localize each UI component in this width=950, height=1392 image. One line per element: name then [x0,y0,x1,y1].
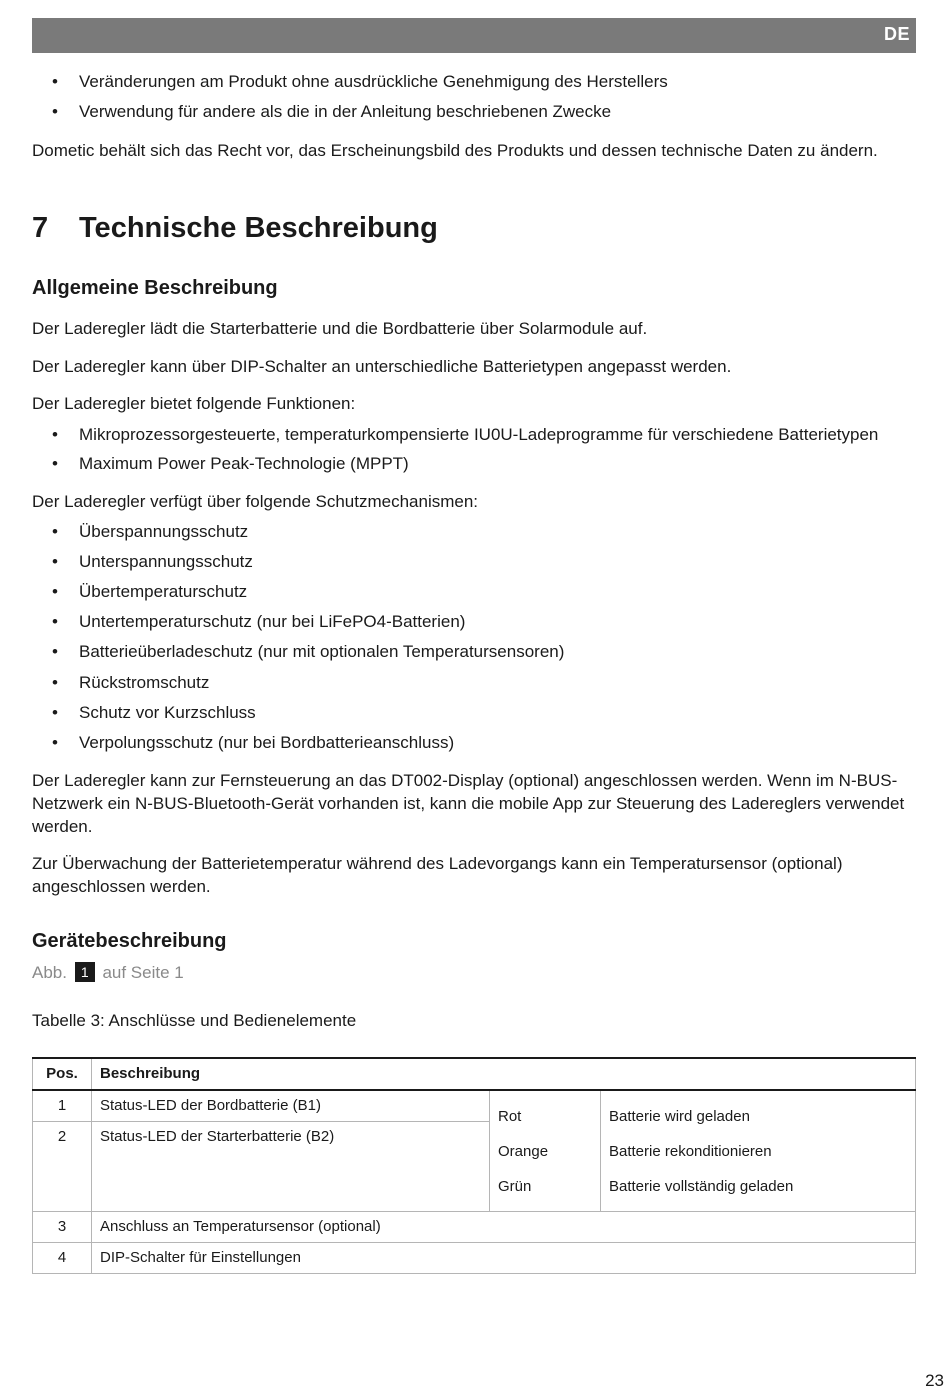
column-header-pos: Pos. [33,1058,92,1090]
section-number: 7 [32,212,49,244]
section-heading [32,211,438,245]
bullet-icon: • [52,733,58,752]
section-title: Technische Beschreibung [79,212,438,244]
table-caption: Tabelle 3: Anschlüsse und Bedienelemente [32,1011,357,1030]
table-row: 4 DIP-Schalter für Einstellungen [33,1243,916,1274]
general-paragraph-1: Der Laderegler lädt die Starterbatterie und die Bordbatterie über Solarmodule auf. [32,319,648,338]
general-heading: Allgemeine Beschreibung [32,277,278,299]
figure-reference[interactable]: Abb. 1 auf Seite 1 [32,963,184,982]
bullet-icon: • [52,72,58,91]
bullet-icon: • [52,642,58,661]
connections-table [32,1057,916,1274]
bullet-icon: • [52,612,58,631]
led-colors-cell: Rot Orange Grün [490,1090,601,1212]
device-heading: Gerätebeschreibung [32,930,227,952]
table-row: 1 Status-LED der Bordbatterie (B1) Rot Orange Grün Batterie wird geladen Batterie rekonditionieren Batterie vollständig geladen [33,1090,916,1122]
general-paragraph-4: Der Laderegler verfügt über folgende Schutzmechanismen: [32,492,479,511]
bullet-icon: • [52,552,58,571]
bullet-icon: • [52,522,58,541]
bullet-icon: • [52,673,58,692]
bullet-icon: • [52,425,58,444]
bullet-icon: • [52,703,58,722]
column-header-description: Beschreibung [92,1058,916,1090]
bullet-icon: • [52,582,58,601]
page-number: 23 [925,1371,944,1390]
intro-paragraph: Dometic behält sich das Recht vor, das Erscheinungsbild des Produkts und dessen technische Daten zu ändern. [32,141,878,160]
general-paragraph-2: Der Laderegler kann über DIP-Schalter an unterschiedliche Batterietypen angepasst werden. [32,357,732,376]
bullet-icon: • [52,454,58,473]
language-label: DE [883,24,910,44]
table-row: 3 Anschluss an Temperatursensor (optional) [33,1212,916,1243]
table-row: 2 Status-LED der Starterbatterie (B2) [33,1122,916,1212]
header-bar [32,18,916,53]
figure-number-badge: 1 [75,962,95,982]
led-meanings-cell: Batterie wird geladen Batterie rekonditionieren Batterie vollständig geladen [601,1090,916,1212]
bullet-icon: • [52,102,58,121]
general-paragraph-3: Der Laderegler bietet folgende Funktionen: [32,394,356,413]
general-paragraph-5: Der Laderegler kann zur Fernsteuerung an das DT002-Display (optional) angeschlossen werden. Wenn im N-BUS-Netzwerk ein N-BUS-Bluetooth-Gerät vorhanden ist, kann die mobile App zur Steuerung des Ladereglers verwendet werden. [32,771,905,836]
general-paragraph-6: Zur Überwachung der Batterietemperatur während des Ladevorgangs kann ein Temperatursensor (optional) angeschlossen werden. [32,854,843,896]
